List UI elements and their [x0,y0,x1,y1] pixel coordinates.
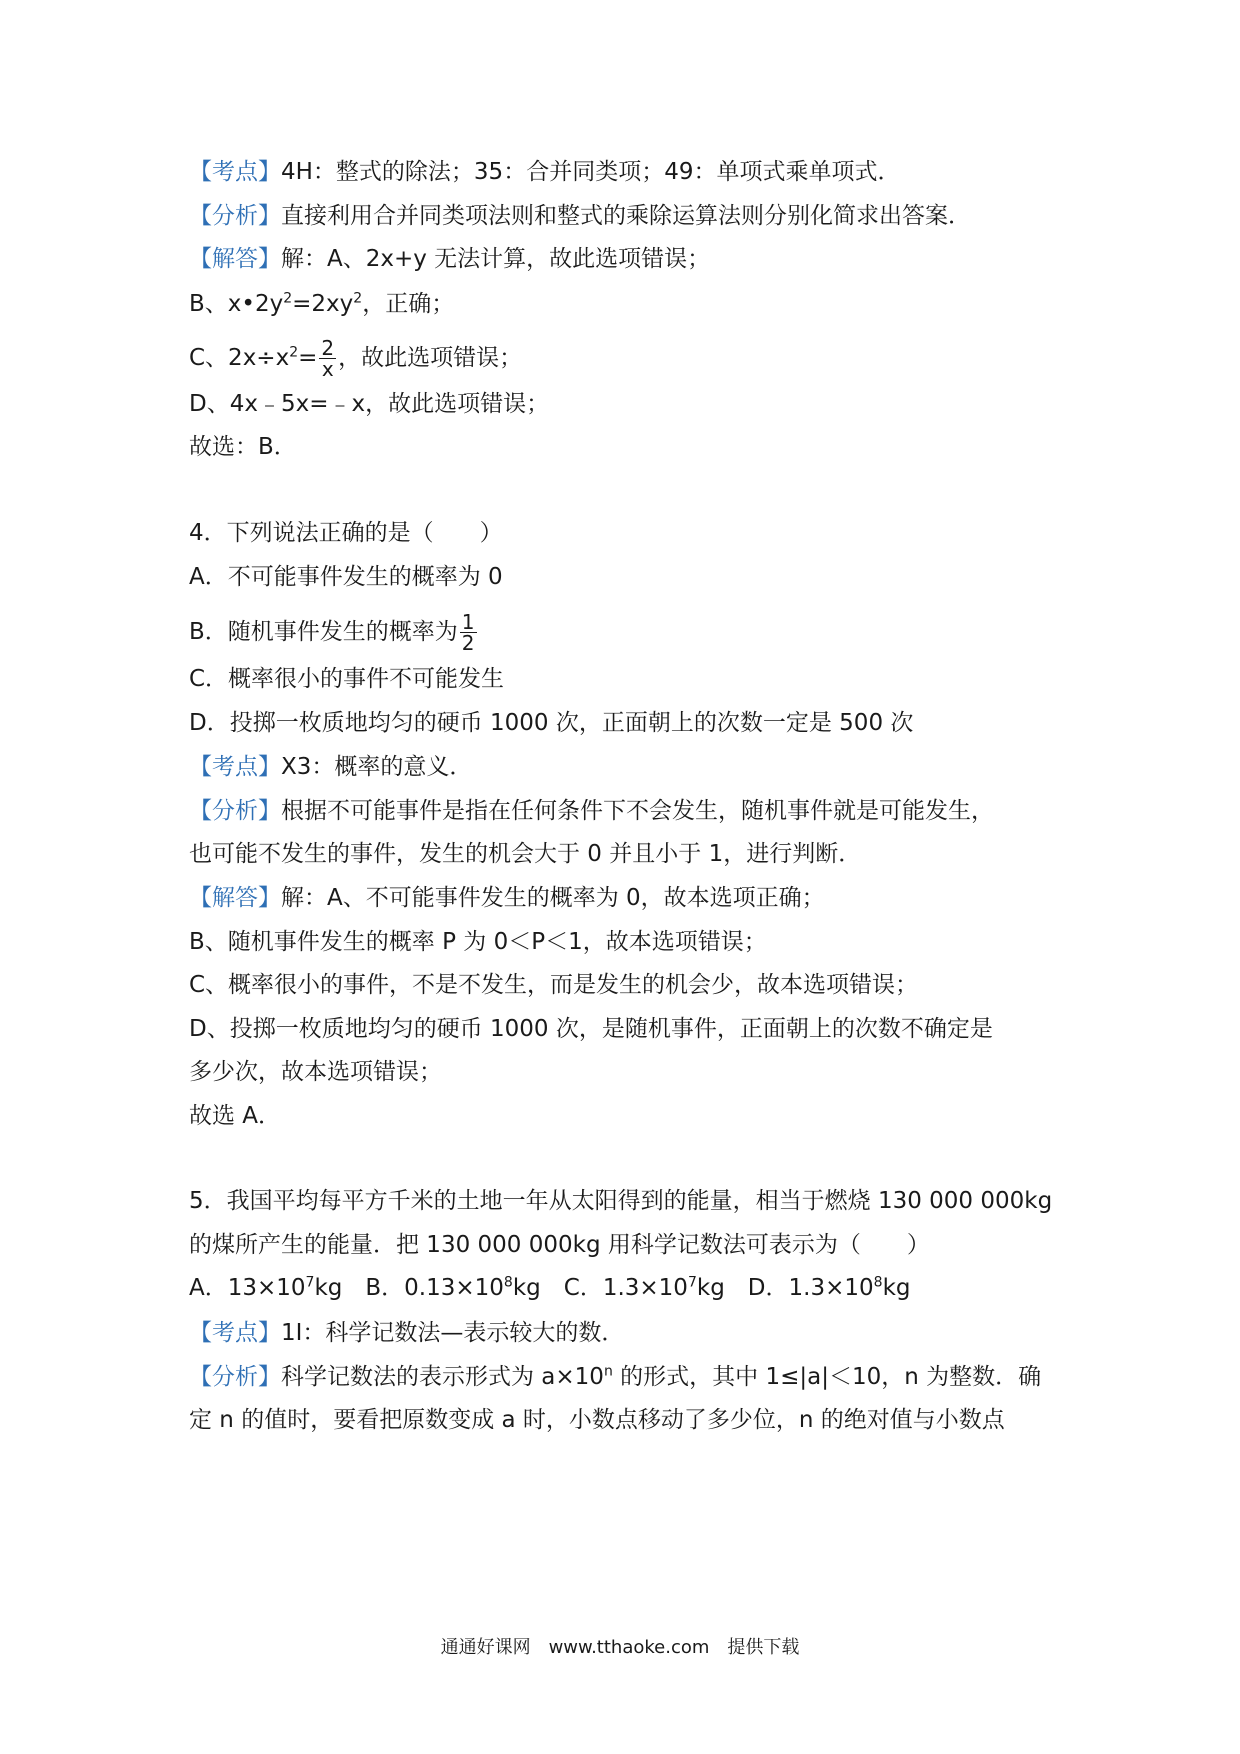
q5-option-d: 1.3×10 [788,1275,874,1301]
b-pre: B、x•2y [189,291,284,317]
kaodian-text: 1I：科学记数法—表示较大的数． [281,1320,625,1346]
q3-option-c-line [189,338,522,379]
q5-option-a: A．13×10 [189,1275,306,1301]
fraction-numerator: 1 [461,610,475,634]
fenxi-tag: 【分析】 [189,1364,281,1390]
q4-option-c-text: C．概率很小的事件不可能发生 [189,666,505,692]
page-footer: 通通好课网 www.tthaoke.com 提供下载 [440,1637,800,1658]
c-post: ，故此选项错误； [338,345,523,371]
jieda-text: 解：A、不可能事件发生的概率为 0，故本选项正确； [281,885,825,911]
fenxi-text-cont: 定 n 的值时，要看把原数变成 a 时，小数点移动了多少位，n 的绝对值与小数点 [189,1407,1005,1433]
q5-option-c-exp: 7 [687,1274,697,1291]
q4-d-text: D、投掷一枚质地均匀的硬币 1000 次，是随机事件，正面朝上的次数不确定是 [189,1016,993,1042]
q5-option-c: 1.3×10 [602,1275,688,1301]
jieda-text: 解：A、2x+y 无法计算，故此选项错误； [281,246,711,272]
b-exp2: 2 [353,290,363,307]
fenxi-text-cont: 也可能不发生的事件，发生的机会大于 0 并且小于 1，进行判断． [189,841,862,867]
fenxi-text-post: 的形式，其中 1≤|a|＜10，n 为整数．确 [612,1364,1042,1390]
kaodian-text: X3：概率的意义． [281,754,473,780]
q4-answer-line [189,1101,281,1131]
fraction-1-over-2 [460,612,477,653]
q5-stem-2 [189,1230,930,1260]
fenxi-text: 根据不可能事件是指在任何条件下不会发生，随机事件就是可能发生， [281,798,994,824]
q4-b-text: B、随机事件发生的概率 P 为 0＜P＜1，故本选项错误； [189,929,767,955]
d-text: D、4x﹣5x=﹣x，故此选项错误； [189,391,550,417]
q4-c-text: C、概率很小的事件，不是不发生，而是发生的机会少，故本选项错误； [189,972,919,998]
q4-jieda-line [189,883,825,913]
q4-d-line-2 [189,1057,442,1087]
jieda-tag: 【解答】 [189,885,281,911]
c-pre: C、2x÷x [189,345,290,371]
q4-c-line [189,970,918,1000]
b-post: ，正确； [362,291,455,317]
q3-option-b-line [189,289,454,319]
fenxi-text: 科学记数法的表示形式为 a×10 [281,1364,604,1390]
q5-option-b: 0.13×10 [404,1275,504,1301]
q5-option-d-exp: 8 [873,1274,883,1291]
c-eq: = [298,345,318,371]
q5-option-b-exp: 8 [503,1274,513,1291]
fenxi-text: 直接利用合并同类项法则和整式的乘除运算法则分别化简求出答案． [281,203,971,229]
q5-kaodian-line [189,1318,624,1348]
q3-option-d-line [189,389,549,419]
fenxi-tag: 【分析】 [189,203,281,229]
q5-options [189,1273,910,1303]
answer: 故选 A． [189,1103,282,1129]
q3-fenxi-line [189,201,971,231]
kaodian-tag: 【考点】 [189,1320,281,1346]
q4-fenxi-line [189,796,994,826]
q4-option-a-text: A．不可能事件发生的概率为 0 [189,564,503,590]
q3-kaodian-line [189,157,900,187]
q4-option-a [189,562,503,592]
q4-stem-text: 4．下列说法正确的是（ ） [189,520,503,546]
fraction-2-over-x [319,338,336,379]
fenxi-exp: n [603,1363,613,1380]
fraction-denominator: x [321,357,334,381]
q4-kaodian-line [189,752,472,782]
q3-answer-line [189,432,297,462]
q4-option-d-text: D．投掷一枚质地均匀的硬币 1000 次，正面朝上的次数一定是 500 次 [189,710,914,736]
q4-fenxi-line-2 [189,839,861,869]
q5-option-a-unit: kg B． [314,1275,405,1301]
fraction-numerator: 2 [321,336,335,360]
q5-stem [189,1186,1052,1216]
q5-stem-text: 5．我国平均每平方千米的土地一年从太阳得到的能量，相当于燃烧 130 000 000kg [189,1188,1053,1214]
b-mid: =2xy [292,291,354,317]
q4-d-line [189,1014,993,1044]
q5-fenxi-line [189,1362,1041,1392]
q4-d-text-cont: 多少次，故本选项错误； [189,1059,442,1085]
b-exp1: 2 [283,290,293,307]
q5-option-d-unit: kg [882,1275,911,1301]
kaodian-tag: 【考点】 [189,159,281,185]
fenxi-tag: 【分析】 [189,798,281,824]
answer: 故选：B． [189,434,297,460]
q5-stem-text-cont: 的煤所产生的能量．把 130 000 000kg 用科学记数法可表示为（ ） [189,1232,930,1258]
kaodian-text: 4H：整式的除法；35：合并同类项；49：单项式乘单项式． [281,159,901,185]
q4-option-b [189,612,479,653]
q4-option-d [189,708,913,738]
q4-option-b-text: B．随机事件发生的概率为 [189,619,458,645]
kaodian-tag: 【考点】 [189,754,281,780]
q5-option-c-unit: kg D． [696,1275,789,1301]
fraction-denominator: 2 [461,631,475,655]
c-exp: 2 [289,344,299,361]
q3-jieda-line [189,244,710,274]
jieda-tag: 【解答】 [189,246,281,272]
q4-option-c [189,664,504,694]
q5-option-b-unit: kg C． [512,1275,603,1301]
q5-fenxi-line-2 [189,1405,1005,1435]
q4-b-line [189,927,767,957]
q5-option-a-exp: 7 [305,1274,315,1291]
q4-stem [189,518,503,548]
